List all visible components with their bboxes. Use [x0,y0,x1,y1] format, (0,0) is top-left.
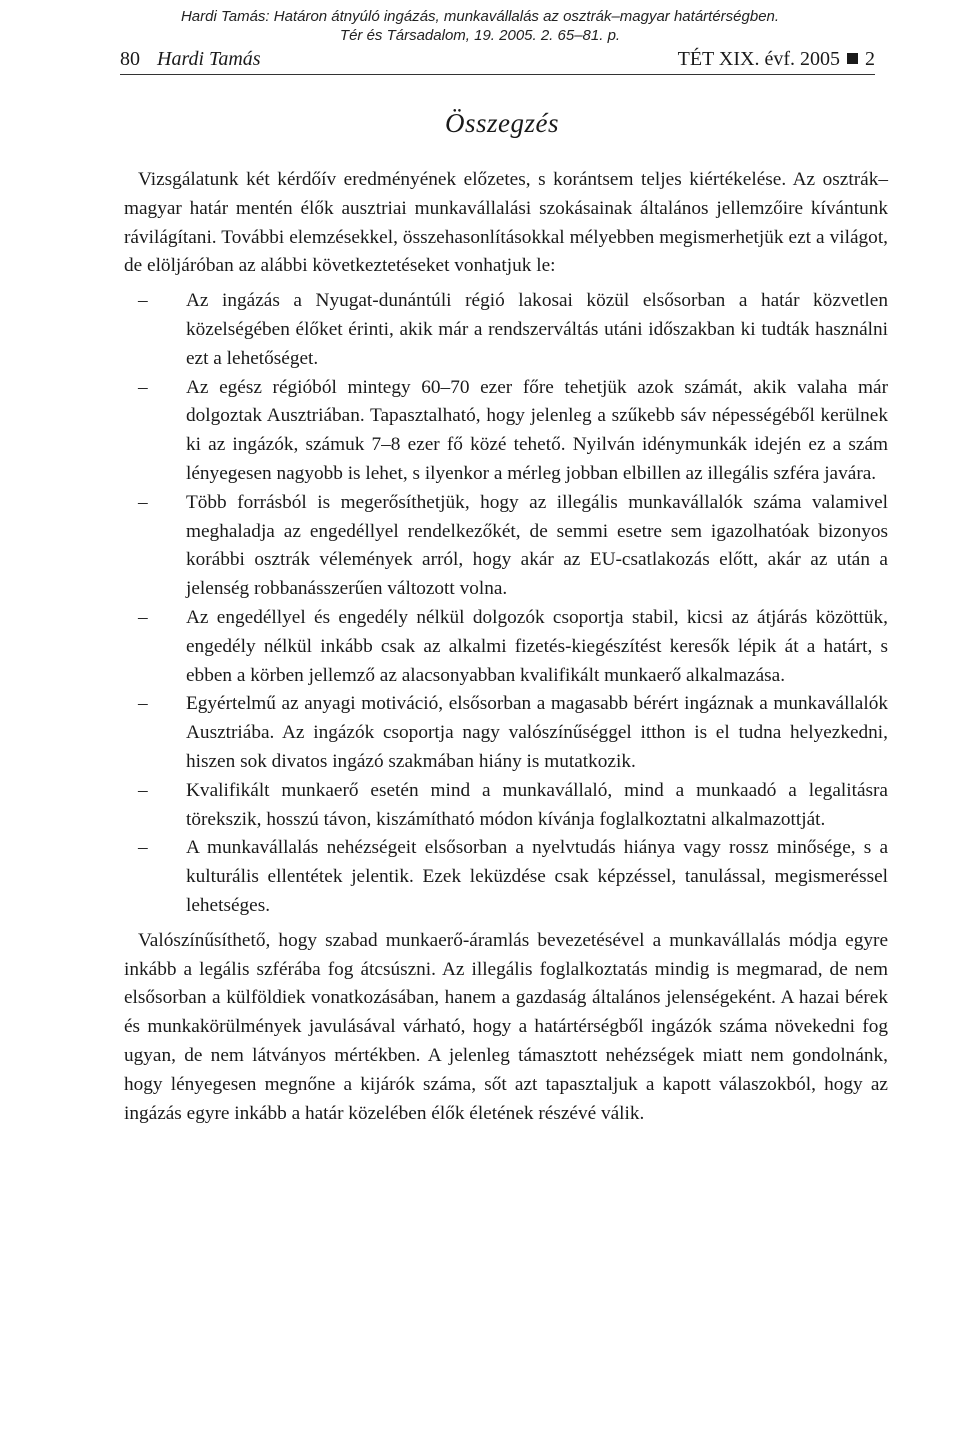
list-item [124,287,888,373]
closing-paragraph: Valószínűsíthető, hogy szabad munkaerő-áramlás bevezetésével a munkavállalás módja egyre inkább a legális szférába fog átcsúszni. Az illegális foglalkoztatás mindig is megmarad, de nem elsősorban a külföldiek vonatkozásában, hanem a gazdaság általános jelenségeként. A hazai bérek és munkakörülmények javulásával várható, hogy a határtérségből ingázók száma növekedni fog ugyan, de nem látványos mértékben. A jelenleg támasztott nehézségek miatt nem gondolnánk, hogy lényegesen megnőne a kijárók száma, sőt azt tapasztaljuk a kapott válaszokból, hogy az ingázás egyre inkább a határ közelében élők életének részévé válik. [124,929,888,1124]
running-head-right [678,46,875,72]
intro-paragraph: Vizsgálatunk két kérdőív eredményének előzetes, s korántsem teljes kiértékelése. Az osztrák–magyar határ mentén élők ausztriai munkavállalási szokásainak általános jellemzőire kívántunk rávilágítani. További elemzésekkel, összehasonlításokkal mélyebben megismerhetjük ezt a világot, de elöljáróban az alábbi következtetéseket vonhatjuk le: [124,169,888,277]
list-item [124,374,888,489]
citation-line-1: Hardi Tamás: Határon átnyúló ingázás, munkavállalás az osztrák–magyar határtérségben. [180,8,780,25]
dash-bullet-icon: – [138,376,148,398]
list-item [124,777,888,835]
list-item [124,604,888,690]
list-item-text: Több forrásból is megerősíthetjük, hogy az illegális munkavállalók száma valamivel meghaladja az engedéllyel rendelkezőkét, de semmi esetre sem igazolhatóak bizonyos korábbi osztrák vélemények arról, hogy akár az EU-csatlakozás előtt, akár az után a jelenség robbanásszerűen változott volna. [186,491,888,600]
body-text [124,166,888,1128]
dash-bullet-icon: – [138,491,148,513]
dash-bullet-icon: – [138,779,148,801]
running-head-author: Hardi Tamás [157,48,261,70]
journal-name: TÉT XIX. évf. 2005 [677,48,840,70]
list-item [124,489,888,604]
list-item-text: Kvalifikált munkaerő esetén mind a munkavállaló, mind a munkaadó a legalitásra törekszik, hosszú távon, kiszámítható módon kívánja foglalkoztatni alkalmazottját. [186,779,888,830]
conclusion-list [124,287,888,921]
dash-bullet-icon: – [138,290,148,312]
square-bullet-icon [847,53,858,64]
page-number: 80 [120,48,140,70]
running-head [120,46,875,75]
citation-line-2: Tér és Társadalom, 19. 2005. 2. 65–81. p. [339,27,621,44]
running-head-left [120,46,261,72]
dash-bullet-icon: – [138,837,148,859]
list-item-text: Az engedéllyel és engedély nélkül dolgozók csoportja stabil, kicsi az átjárás közöttük, engedély nélkül inkább csak az alkalmi fizetés-kiegészítést keresők lépik át a határt, s ebben a körben jellemző az alacsonyabban kvalifikált munkaerő alkalmazása. [186,606,888,686]
list-item-text: Egyértelmű az anyagi motiváció, elsősorban a magasabb bérért ingáznak a munkavállalók Ausztriába. Az ingázók csoportja nagy valószínűséggel itthon is el tudna helyezkedni, hiszen sok divatos ingázó szakmában hiány is mutatkozik. [186,693,888,772]
list-item [124,690,888,776]
citation-header [0,7,960,45]
list-item-text: Az ingázás a Nyugat-dunántúli régió lakosai közül elsősorban a határ közvetlen közelségében élőket érinti, akik már a rendszerváltás utáni időszakban ki tudták használni ezt a lehetőséget. [186,290,888,369]
list-item [124,834,888,920]
dash-bullet-icon: – [138,693,148,715]
dash-bullet-icon: – [138,606,148,628]
list-item-text: A munkavállalás nehézségeit elsősorban a nyelvtudás hiánya vagy rossz minősége, s a kulturális ellentétek jelentik. Ezek leküzdése csak képzéssel, tanulással, megismeréssel lehetséges. [186,837,888,916]
issue-number: 2 [865,48,875,70]
section-title: Összegzés [444,108,559,138]
list-item-text: Az egész régióból mintegy 60–70 ezer főre tehetjük azok számát, akik valaha már dolgoztak Ausztriában. Tapasztalható, hogy jelenleg a szűkebb sáv népességéből kerülnek ki az ingázók, számuk 7–8 ezer fő közé tehető. Nyilván idénymunkák idején ez a szám lényegesen nagyobb is lehet, s ilyenkor a mérleg jobban elbillen az illegális szféra javára. [186,376,888,484]
